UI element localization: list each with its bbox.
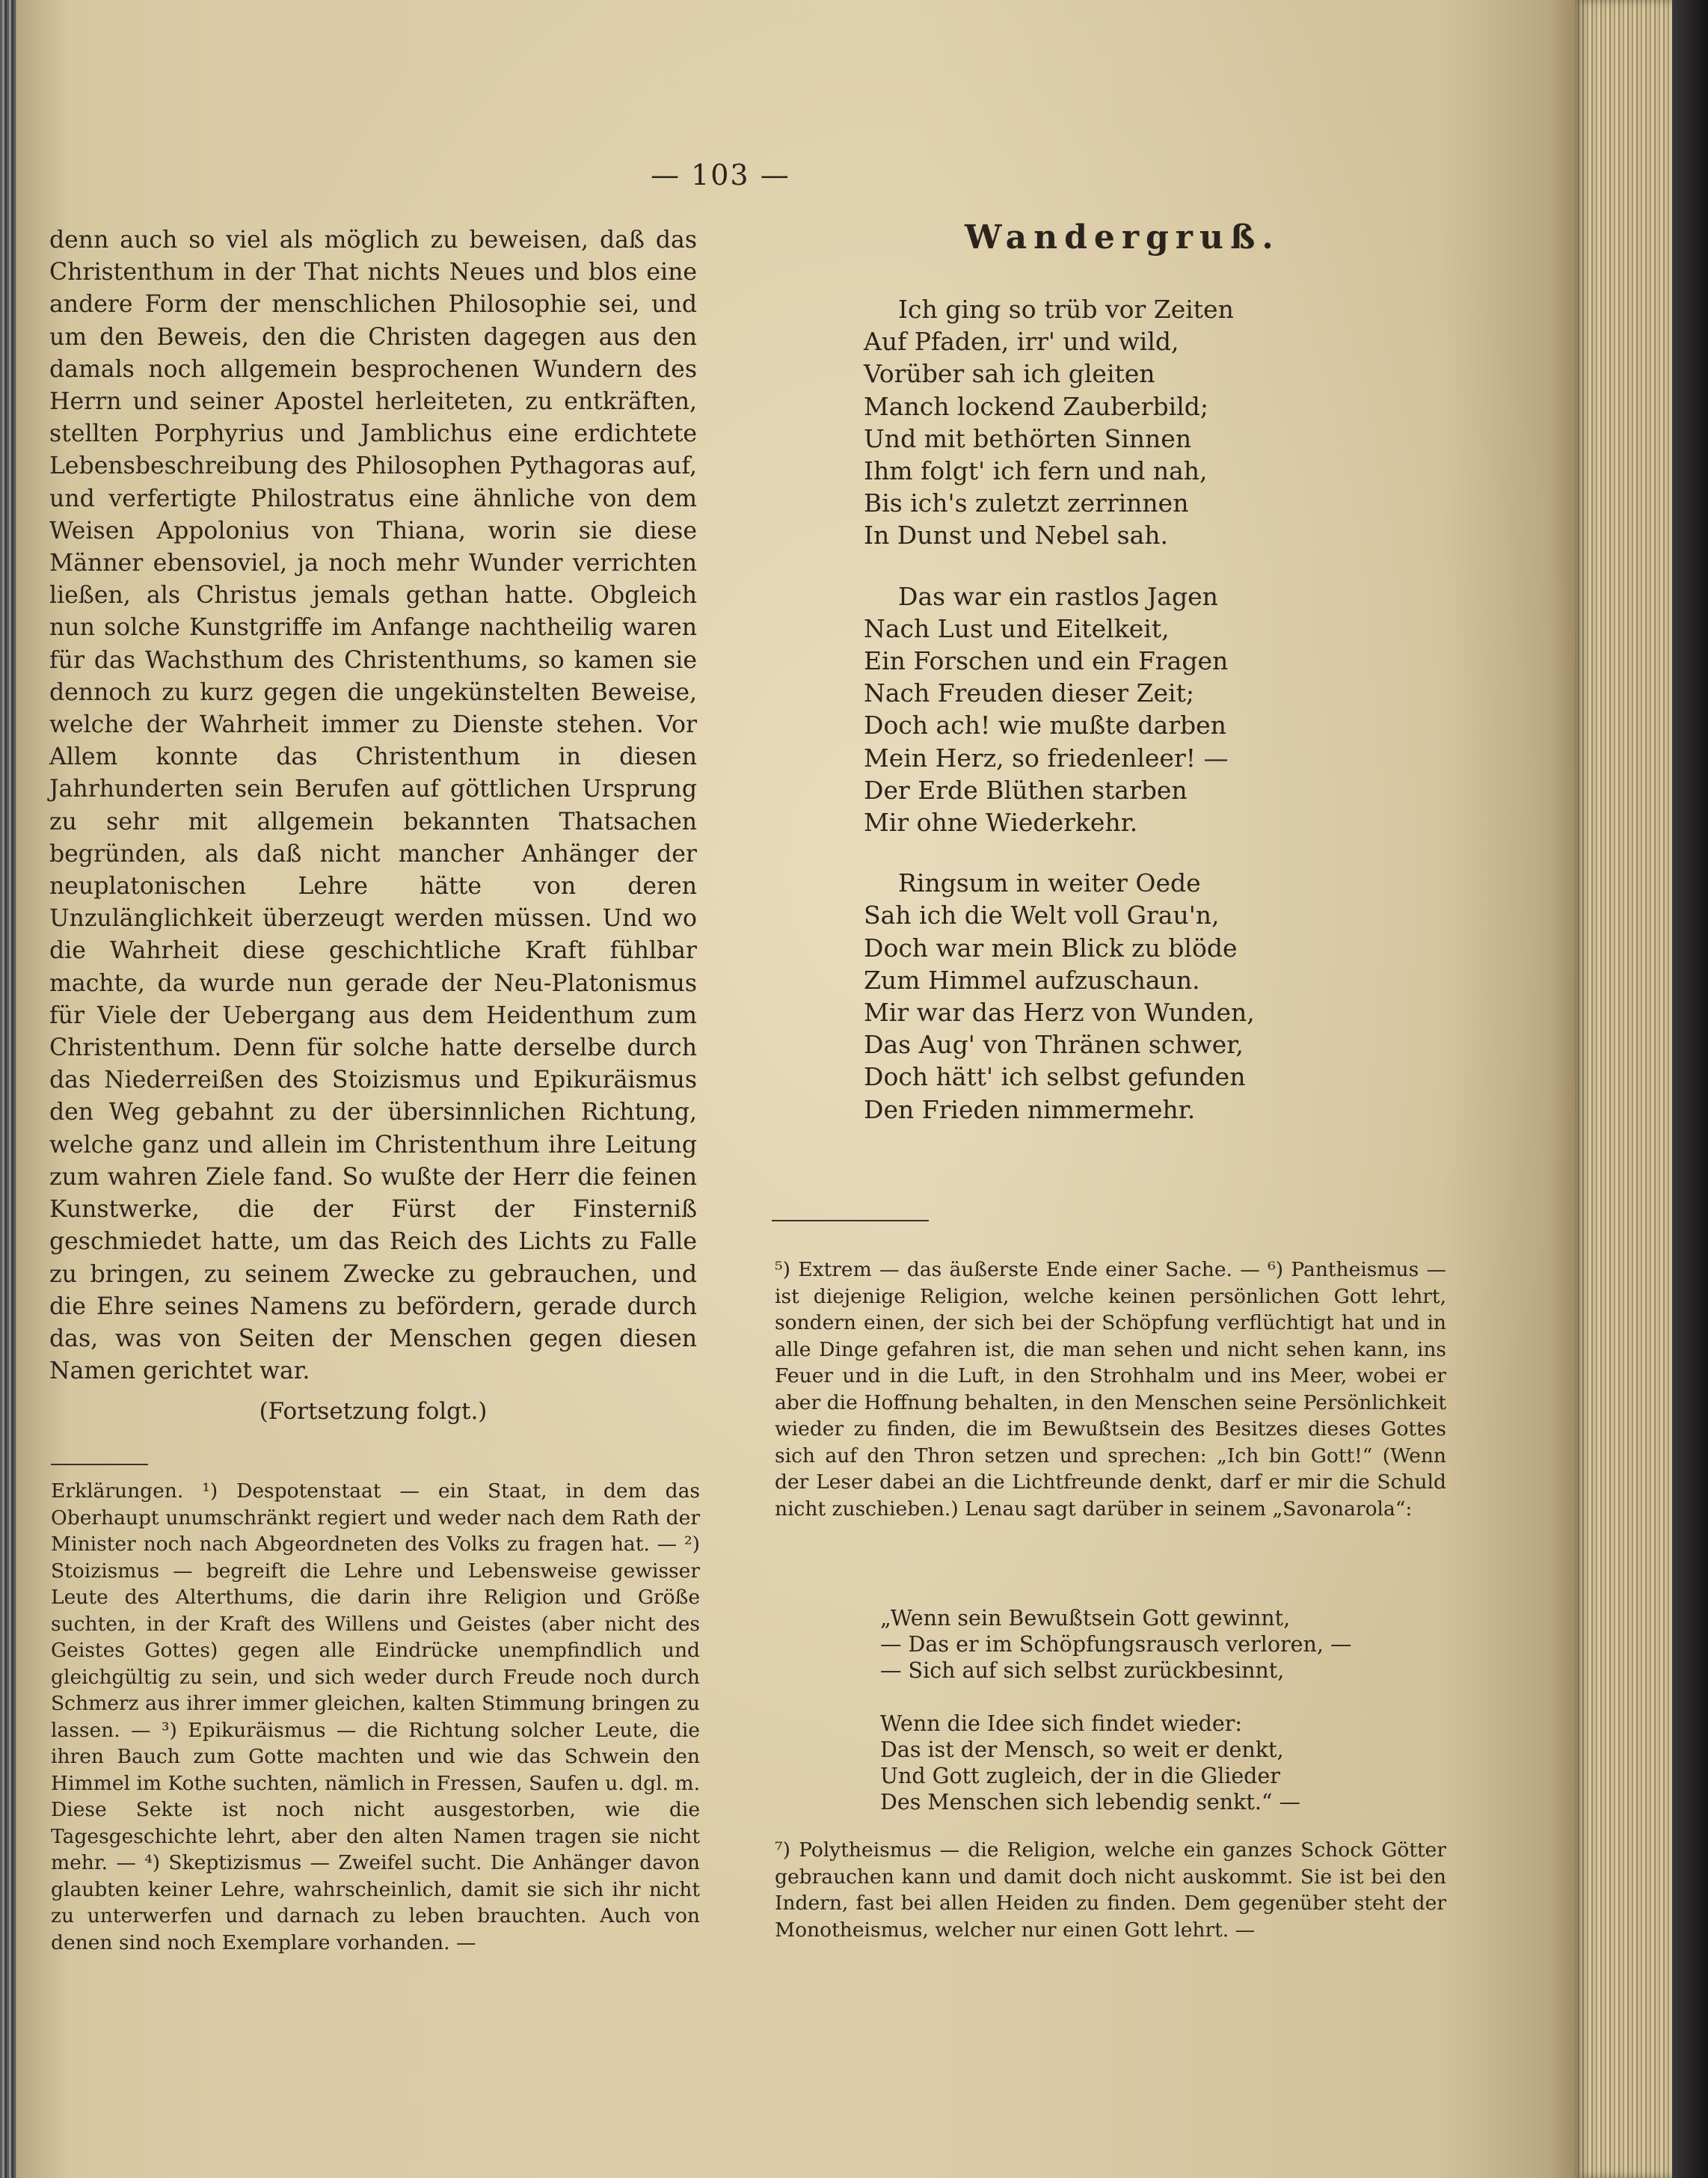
poem-stanza: [864, 580, 1432, 839]
poem-stanza: [864, 293, 1432, 552]
book-cover-edge: [1672, 0, 1708, 2178]
quote-line: Das ist der Mensch, so weit er denkt,: [880, 1737, 1284, 1762]
footnote-rule: [772, 1220, 929, 1221]
quote-line: Wenn die Idee sich findet wieder:: [880, 1711, 1242, 1736]
footnote-5-6: ⁵) Extrem — das äußerste Ende einer Sache. — ⁶) Pantheismus — ist diejenige Religion, welche keinen persönlichen Gott lehrt, sondern einen, der sich bei der Schöpfung verflüchtigt hat und in alle Dinge gefahren ist, die man sehen und nicht sehen kann, ins Feuer und in die Luft, in den Strohhalm und ins Meer, wobei er aber die Hoffnung behalten, in den Menschen seine Persönlichkeit wieder zu finden, die im Bewußtsein des Besitzes dieses Gottes sich auf den Thron setzen und sprechen: „Ich bin Gott!“ (Wenn der Leser dabei an die Lichtfreunde denkt, darf er mir die Schuld nicht zuschieben.) Lenau sagt darüber in seinem „Savonarola“:: [775, 1258, 1446, 1521]
poem-verse: Ihm folgt' ich fern und nah,: [864, 456, 1208, 486]
poem-verse: Ein Forschen und ein Fragen: [864, 646, 1229, 676]
book-page: [16, 0, 1575, 2178]
poem-verse: Nach Lust und Eitelkeit,: [864, 613, 1170, 643]
poem-verse: In Dunst und Nebel sah.: [864, 521, 1169, 550]
poem-verse: Zum Himmel aufzuschaun.: [864, 965, 1200, 995]
explanations-footnote: Erklärungen. ¹) Despotenstaat — ein Staat, in dem das Oberhaupt unumschränkt regiert und weder nach dem Rath der Minister noch nach Abgeordneten des Volks zu fragen hat. — ²) Stoizismus — begreift die Lehre und Lebensweise gewisser Leute des Alterthums, die darin ihre Religion und Größe suchten, in der Kraft des Willens und Geistes (aber nicht des Geistes Gottes) gegen alle Eindrücke unempfindlich und gleichgültig zu sein, und sich weder durch Freude noch durch Schmerz aus ihrer immer gleichen, kalten Stimmung bringen zu lassen. — ³) Epikuräismus — die Richtung solcher Leute, die ihren Bauch zum Gotte machten und wie das Schwein den Himmel im Kothe suchten, nämlich in Fressen, Saufen u. dgl. m. Diese Sekte ist noch nicht ausgestorben, wie die Tagesgeschichte lehrt, aber den alten Namen tragen sie nicht mehr. — ⁴) Skeptizismus — Zweifel sucht. Die Anhänger davon glaubten keiner Lehre, wahrscheinlich, damit sie sich ihr nicht zu unterwerfen und darnach zu leben brauchten. Auch von denen sind noch Exemplare vorhanden. —: [51, 1479, 700, 1954]
poem-stanza: [864, 867, 1432, 1126]
poem-verse: Das Aug' von Thränen schwer,: [864, 1030, 1244, 1060]
poem-verse: Mir war das Herz von Wunden,: [864, 998, 1255, 1028]
page-edges: [1575, 0, 1672, 2178]
poem-verse: Vorüber sah ich gleiten: [864, 359, 1155, 389]
poem-verse: Und mit bethörten Sinnen: [864, 423, 1192, 453]
footnotes-right: [775, 1257, 1446, 1522]
scanner-strip: [0, 0, 16, 2178]
poem-verse: Den Frieden nimmermehr.: [864, 1094, 1196, 1124]
poem-verse: Mein Herz, so friedenleer! —: [864, 743, 1229, 773]
poem-verse: Auf Pfaden, irr' und wild,: [864, 327, 1179, 357]
quote-line: — Sich auf sich selbst zurückbesinnt,: [880, 1658, 1285, 1683]
poem-verse: Das war ein rastlos Jagen: [898, 581, 1218, 611]
poem: [864, 293, 1432, 1154]
page-number: — 103 —: [651, 159, 790, 191]
poem-verse: Doch war mein Blick zu blöde: [864, 933, 1238, 963]
poem-verse: Bis ich's zuletzt zerrinnen: [864, 488, 1189, 518]
poem-verse: Ringsum in weiter Oede: [898, 868, 1201, 898]
quote-line: „Wenn sein Bewußtsein Gott gewinnt,: [880, 1606, 1291, 1631]
continuation-note: (Fortsetzung folgt.): [259, 1398, 488, 1426]
poem-verse: Ich ging so trüb vor Zeiten: [898, 295, 1234, 324]
footnotes-left: [51, 1478, 700, 1956]
poem-verse: Nach Freuden dieser Zeit;: [864, 678, 1194, 708]
poem-verse: Der Erde Blüthen starben: [864, 775, 1188, 805]
poem-verse: Manch lockend Zauberbild;: [864, 391, 1209, 421]
poem-title: Wandergruß.: [965, 218, 1280, 257]
footnotes-right-2: [775, 1837, 1446, 1943]
poem-verse: Mir ohne Wiederkehr.: [864, 808, 1138, 838]
quote-line: Des Menschen sich lebendig senkt.“ —: [880, 1790, 1301, 1815]
poem-verse: Doch ach! wie mußte darben: [864, 711, 1226, 740]
footnote-rule: [51, 1464, 148, 1465]
quote-gap: [880, 1684, 1449, 1711]
footnote-7: ⁷) Polytheismus — die Religion, welche ein ganzes Schock Götter gebrauchen kann und damit doch nicht auskommt. Sie ist bei den Indern, fast bei allen Heiden zu finden. Dem gegenüber steht der Monotheismus, welcher nur einen Gott lehrt. —: [775, 1838, 1446, 1942]
body-paragraph: denn auch so viel als möglich zu beweisen, daß das Christenthum in der That nichts Neues und blos eine andere Form der menschlichen Philosophie sei, und um den Beweis, den die Christen dagegen aus den damals noch allgemein besprochenen Wundern des Herrn und seiner Apostel herleiteten, zu entkräften, stellten Porphyrius und Jamblichus eine erdichtete Lebensbeschreibung des Philosophen Pythagoras auf, und verfertigte Philostratus eine ähnliche von dem Weisen Appolonius von Thiana, worin sie diese Männer ebensoviel, ja noch mehr Wunder verrichten ließen, als Christus jemals gethan hatte. Obgleich nun solche Kunstgriffe im Anfange nachtheilig waren für das Wachsthum des Christenthums, so kamen sie dennoch zu kurz gegen die ungekünstelten Beweise, welche der Wahrheit immer zu Dienste stehen. Vor Allem konnte das Christenthum in diesen Jahrhunderten sein Berufen auf göttlichen Ursprung zu sehr mit allgemein bekannten Thatsachen begründen, als daß nicht mancher Anhänger der neuplatonischen Lehre hätte von deren Unzulänglichkeit überzeugt werden müssen. Und wo die Wahrheit diese geschichtliche Kraft fühlbar machte, da wurde nun gerade der Neu-Platonismus für Viele der Uebergang aus dem Heidenthum zum Christenthum. Denn für solche hatte derselbe durch das Niederreißen des Stoizismus und Epikuräismus den Weg gebahnt zu der übersinnlichen Richtung, welche ganz und allein im Christenthum ihre Leitung zum wahren Ziele fand. So wußte der Herr die feinen Kunstwerke, die der Fürst der Finsterniß geschmiedet hatte, um das Reich des Lichts zu Falle zu bringen, zu seinem Zwecke zu gebrauchen, und die Ehre seines Namens zu befördern, gerade durch das, was von Seiten der Menschen gegen diesen Namen gerichtet war.: [49, 227, 697, 1385]
poem-verse: Doch hätt' ich selbst gefunden: [864, 1062, 1246, 1092]
left-column: [49, 224, 697, 1425]
lenau-quote: [880, 1605, 1449, 1815]
quote-line: Und Gott zugleich, der in die Glieder: [880, 1764, 1280, 1788]
quote-line: — Das er im Schöpfungsrausch verloren, —: [880, 1632, 1352, 1657]
poem-verse: Sah ich die Welt voll Grau'n,: [864, 901, 1220, 930]
